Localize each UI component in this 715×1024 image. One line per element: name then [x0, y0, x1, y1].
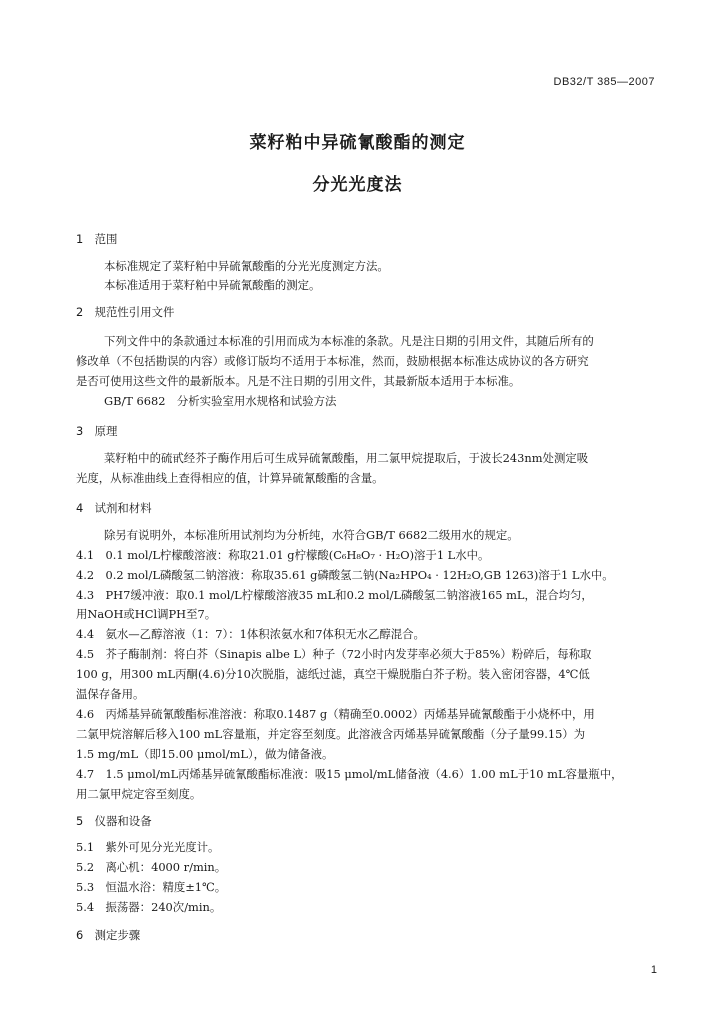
- section-4-line: 100 g，用300 mL丙酮(4.6)分10次脱脂，滤纸过滤，真空干燥脱脂白芥子粉。装入密闭容器，4℃低: [76, 667, 590, 681]
- section-4-line: 4.4 氨水—乙醇溶液（1：7）：1体积浓氨水和7体积无水乙醇混合。: [76, 627, 425, 641]
- section-5-heading: 5 仪器和设备: [76, 814, 152, 828]
- section-4-line: 用NaOH或HCl调PH至7。: [76, 607, 217, 621]
- document-subtitle: 分光光度法: [312, 175, 403, 195]
- section-1-heading: 1 范围: [76, 232, 118, 246]
- section-4-line: 二氯甲烷溶解后移入100 mL容量瓶，并定容至刻度。此溶液含丙烯基异硫氰酸酯（分子量99.15）为: [76, 727, 586, 741]
- section-5-line: 5.4 振荡器：240次/min。: [76, 900, 222, 914]
- section-2-line: 是否可使用这些文件的最新版本。凡是不注日期的引用文件，其最新版本适用于本标准。: [76, 374, 521, 388]
- section-3-line: 光度，从标准曲线上查得相应的值，计算异硫氰酸酯的含量。: [76, 471, 384, 485]
- section-3-line: 菜籽粕中的硫甙经芥子酶作用后可生成异硫氰酸酯，用二氯甲烷提取后，于波长243nm处测定吸: [104, 451, 589, 465]
- section-5-line: 5.1 紫外可见分光光度计。: [76, 840, 220, 854]
- section-4-line: 4.1 0.1 mol/L柠檬酸溶液：称取21.01 g柠檬酸(C₆H₈O₇ · H₂O)溶于1 L水中。: [76, 548, 490, 562]
- section-4-line: 温保存备用。: [76, 687, 145, 701]
- standard-number: DB32/T 385—2007: [553, 76, 655, 88]
- document-title: 菜籽粕中异硫氰酸酯的测定: [249, 133, 466, 153]
- section-4-line: 4.3 PH7缓冲液：取0.1 mol/L柠檬酸溶液35 mL和0.2 mol/L磷酸氢二钠溶液165 mL，混合均匀，: [76, 588, 593, 602]
- section-5-line: 5.3 恒温水浴：精度±1℃。: [76, 880, 227, 894]
- section-2-heading: 2 规范性引用文件: [76, 305, 175, 319]
- section-4-line: 4.6 丙烯基异硫氰酸酯标准溶液：称取0.1487 g（精确至0.0002）丙烯基异硫氰酸酯于小烧杯中，用: [76, 707, 595, 721]
- section-1-line: 本标准规定了菜籽粕中异硫氰酸酯的分光光度测定方法。: [104, 259, 389, 273]
- page-number: 1: [650, 964, 657, 976]
- section-2-line: 修改单（不包括勘误的内容）或修订版均不适用于本标准，然而，鼓励根据本标准达成协议的各方研究: [76, 354, 589, 368]
- section-4-line: 1.5 mg/mL（即15.00 μmol/mL），做为储备液。: [76, 747, 334, 761]
- section-6-heading: 6 测定步骤: [76, 928, 141, 942]
- section-4-line: 4.7 1.5 μmol/mL丙烯基异硫氰酸酯标准液：吸15 μmol/mL储备液（4.6）1.00 mL于10 mL容量瓶中，: [76, 767, 623, 781]
- section-4-line: 4.2 0.2 mol/L磷酸氢二钠溶液：称取35.61 g磷酸氢二钠(Na₂HPO₄ · 12H₂O,GB 1263)溶于1 L水中。: [76, 568, 614, 582]
- section-4-heading: 4 试剂和材料: [76, 501, 152, 515]
- section-5-line: 5.2 离心机：4000 r/min。: [76, 860, 227, 874]
- normative-reference: GB/T 6682 分析实验室用水规格和试验方法: [104, 394, 337, 408]
- section-4-line: 除另有说明外，本标准所用试剂均为分析纯，水符合GB/T 6682二级用水的规定。: [104, 528, 519, 542]
- section-2-line: 下列文件中的条款通过本标准的引用而成为本标准的条款。凡是注日期的引用文件，其随后所有的: [104, 334, 594, 348]
- section-3-heading: 3 原理: [76, 424, 118, 438]
- section-1-line: 本标准适用于菜籽粕中异硫氰酸酯的测定。: [104, 278, 321, 292]
- section-4-line: 4.5 芥子酶制剂：将白芥（Sinapis albe L）种子（72小时内发芽率必须大于85%）粉碎后，每称取: [76, 647, 592, 661]
- section-4-line: 用二氯甲烷定容至刻度。: [76, 787, 202, 801]
